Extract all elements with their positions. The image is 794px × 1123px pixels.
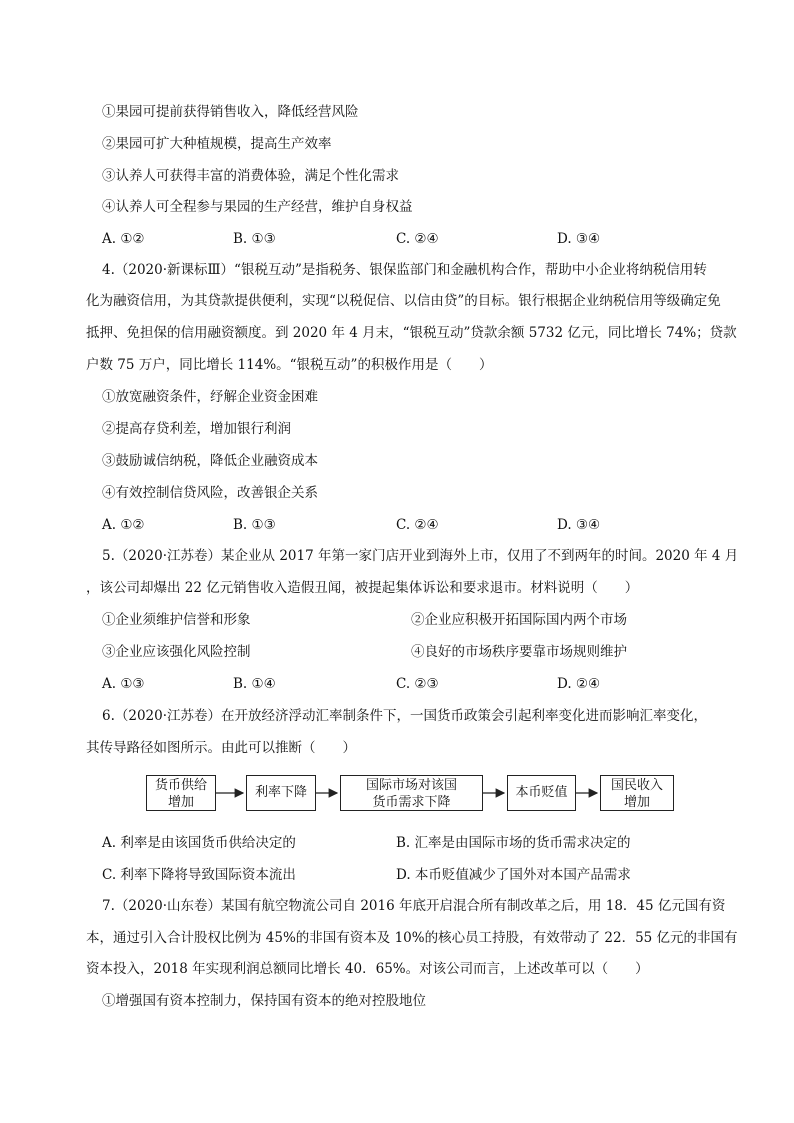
q3-option-d[interactable]: D. ③④ <box>557 231 601 247</box>
q4-stem-line-3: 抵押、免担保的信用融资额度。到 2020 年 4 月末，“银税互动”贷款余额 5732 亿元，同比增长 74%；贷款 <box>86 325 737 341</box>
q3-option-a[interactable]: A. ①② <box>102 231 145 247</box>
q6-option-d[interactable]: D. 本币贬值减少了国外对本国产品需求 <box>396 867 631 883</box>
q5-items-row-2 <box>0 642 794 662</box>
q6-stem-line-2: 其传导路径如图所示。由此可以推断（ ） <box>86 740 356 756</box>
q5-option-c[interactable]: C. ②③ <box>396 676 439 692</box>
flow-box-1-line-1: 货币供给 <box>154 778 207 793</box>
q7-stem-line-3: 资本投入，2018 年实现利润总额同比增长 40．65%。对该公司而言，上述改革可以（ ） <box>86 961 649 977</box>
q5-item-1: ①企业须维护信誉和形象 <box>102 612 251 628</box>
q5-items-row-1 <box>0 610 794 630</box>
q4-stem-line-4: 户数 75 万户，同比增长 114%。“银税互动”的积极作用是（ ） <box>86 357 493 373</box>
q5-option-d[interactable]: D. ②④ <box>557 676 601 692</box>
flow-box-depreciation <box>507 775 576 811</box>
q4-option-d[interactable]: D. ③④ <box>557 517 601 533</box>
q3-item-3: ③认养人可获得丰富的消费体验，满足个性化需求 <box>102 168 399 184</box>
flow-box-1-line-2: 增加 <box>167 795 194 810</box>
flow-box-3-line-1: 国际市场对该国 <box>365 778 457 793</box>
q5-option-a[interactable]: A. ①③ <box>102 676 145 692</box>
q4-stem-line-2: 化为融资信用，为其贷款提供便利，实现“以税促信、以信由贷”的目标。银行根据企业纳税信用等级确定免 <box>86 293 721 309</box>
q5-stem-line-2: ，该公司却爆出 22 亿元销售收入造假丑闻，被提起集体诉讼和要求退市。材料说明（ ） <box>86 580 639 596</box>
q6-option-b[interactable]: B. 汇率是由国际市场的货币需求决定的 <box>396 835 631 851</box>
q4-options <box>0 515 794 535</box>
flow-box-national-income <box>600 775 674 811</box>
q3-item-1: ①果园可提前获得销售收入，降低经营风险 <box>102 104 359 120</box>
q3-option-c[interactable]: C. ②④ <box>396 231 439 247</box>
q6-stem-line-1: 6.（2020·江苏卷）在开放经济浮动汇率制条件下，一国货币政策会引起利率变化进而影响汇率变化， <box>102 708 708 724</box>
q6-options-row-2 <box>0 865 794 885</box>
flow-box-2-line-1: 利率下降 <box>254 785 307 800</box>
q4-option-c[interactable]: C. ②④ <box>396 517 439 533</box>
q4-option-b[interactable]: B. ①③ <box>233 517 276 533</box>
q7-stem-line-1: 7.（2020·山东卷）某国有航空物流公司自 2016 年底开启混合所有制改革之后，用 18．45 亿元国有资 <box>102 898 726 914</box>
flow-box-international-demand <box>340 775 483 811</box>
q6-option-c[interactable]: C. 利率下降将导致国际资本流出 <box>102 867 296 883</box>
q6-options-row-1 <box>0 833 794 853</box>
q3-item-2: ②果园可扩大种植规模，提高生产效率 <box>102 136 332 152</box>
flow-box-4-line-1: 本币贬值 <box>515 785 568 800</box>
q5-stem-line-1: 5.（2020·江苏卷）某企业从 2017 年第一家门店开业到海外上市，仅用了不到两年的时间。2020 年 4 月 <box>102 548 739 564</box>
flow-box-5-line-2: 增加 <box>623 795 650 810</box>
q5-item-3: ③企业应该强化风险控制 <box>102 644 251 660</box>
q4-item-1: ①放宽融资条件，纾解企业资金困难 <box>102 389 318 405</box>
q7-stem-line-2: 本，通过引入合计股权比例为 45%的非国有资本及 10%的核心员工持股，有效带动了 22．55 亿元的非国有 <box>86 930 738 946</box>
q5-item-2: ②企业应积极开拓国际国内两个市场 <box>411 612 627 628</box>
q3-option-b[interactable]: B. ①③ <box>233 231 276 247</box>
q6-option-a[interactable]: A. 利率是由该国货币供给决定的 <box>102 835 296 851</box>
q5-options <box>0 674 794 694</box>
q4-item-4: ④有效控制信贷风险，改善银企关系 <box>102 485 318 501</box>
q4-stem-line-1: 4.（2020·新课标Ⅲ）“银税互动”是指税务、银保监部门和金融机构合作，帮助中小企业将纳税信用转 <box>102 262 707 278</box>
flow-box-5-line-1: 国民收入 <box>610 778 663 793</box>
flow-box-3-line-2: 货币需求下降 <box>372 795 451 810</box>
q7-item-1: ①增强国有资本控制力，保持国有资本的绝对控股地位 <box>102 993 426 1009</box>
q4-item-3: ③鼓励诚信纳税，降低企业融资成本 <box>102 453 318 469</box>
flow-box-money-supply <box>146 775 216 811</box>
q4-option-a[interactable]: A. ①② <box>102 517 145 533</box>
q4-item-2: ②提高存贷利差，增加银行利润 <box>102 421 291 437</box>
q5-option-b[interactable]: B. ①④ <box>233 676 276 692</box>
q5-item-4: ④良好的市场秩序要靠市场规则维护 <box>411 644 627 660</box>
flow-box-interest-rate <box>246 775 316 811</box>
q3-options <box>0 229 794 249</box>
q3-item-4: ④认养人可全程参与果园的生产经营，维护自身权益 <box>102 199 413 215</box>
transmission-flowchart <box>146 775 676 815</box>
